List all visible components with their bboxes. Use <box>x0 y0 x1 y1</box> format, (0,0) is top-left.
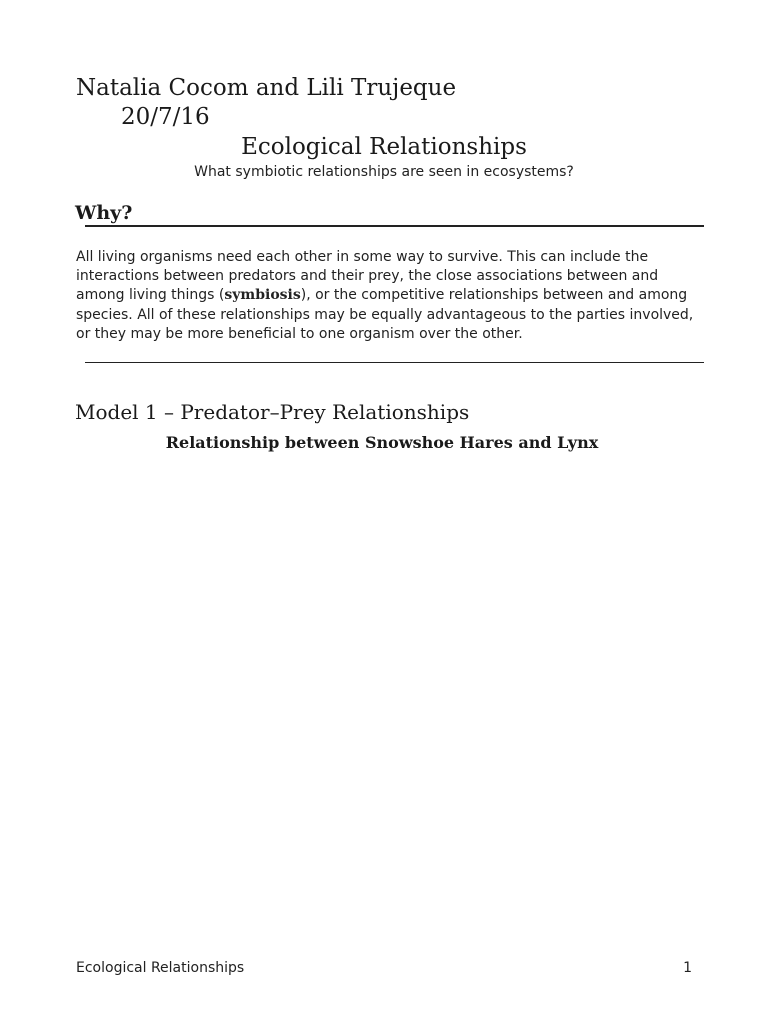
authors-line: Natalia Cocom and Lili Trujeque <box>76 75 457 101</box>
date-line: 20/7/16 <box>121 104 210 130</box>
why-heading: Why? <box>75 202 133 224</box>
intro-text-part2: ), or the competitive relationships between and among species. All of these relationships may be equally advantageous to the parties involved, or they may be more beneficial to one organism over the other. <box>76 287 694 342</box>
intro-text-part1: All living organisms need each other in some way to survive. This can include the interactions between predators and their prey, the close associations between and among living things ( <box>76 249 659 304</box>
model-subtitle: Relationship between Snowshoe Hares and Lynx <box>165 433 599 452</box>
page-title-text: Ecological Relationships <box>241 134 527 160</box>
intro-paragraph <box>76 248 696 344</box>
model-heading: Model 1 – Predator–Prey Relationships <box>75 400 470 424</box>
intro-bold-term: symbiosis <box>224 287 301 304</box>
page-title <box>0 132 768 162</box>
footer-title: Ecological Relationships <box>76 960 245 976</box>
page-number: 1 <box>683 960 692 976</box>
paragraph-divider <box>85 362 704 363</box>
guiding-question: What symbiotic relationships are seen in ecosystems? <box>194 164 574 180</box>
heading-divider <box>85 225 704 227</box>
